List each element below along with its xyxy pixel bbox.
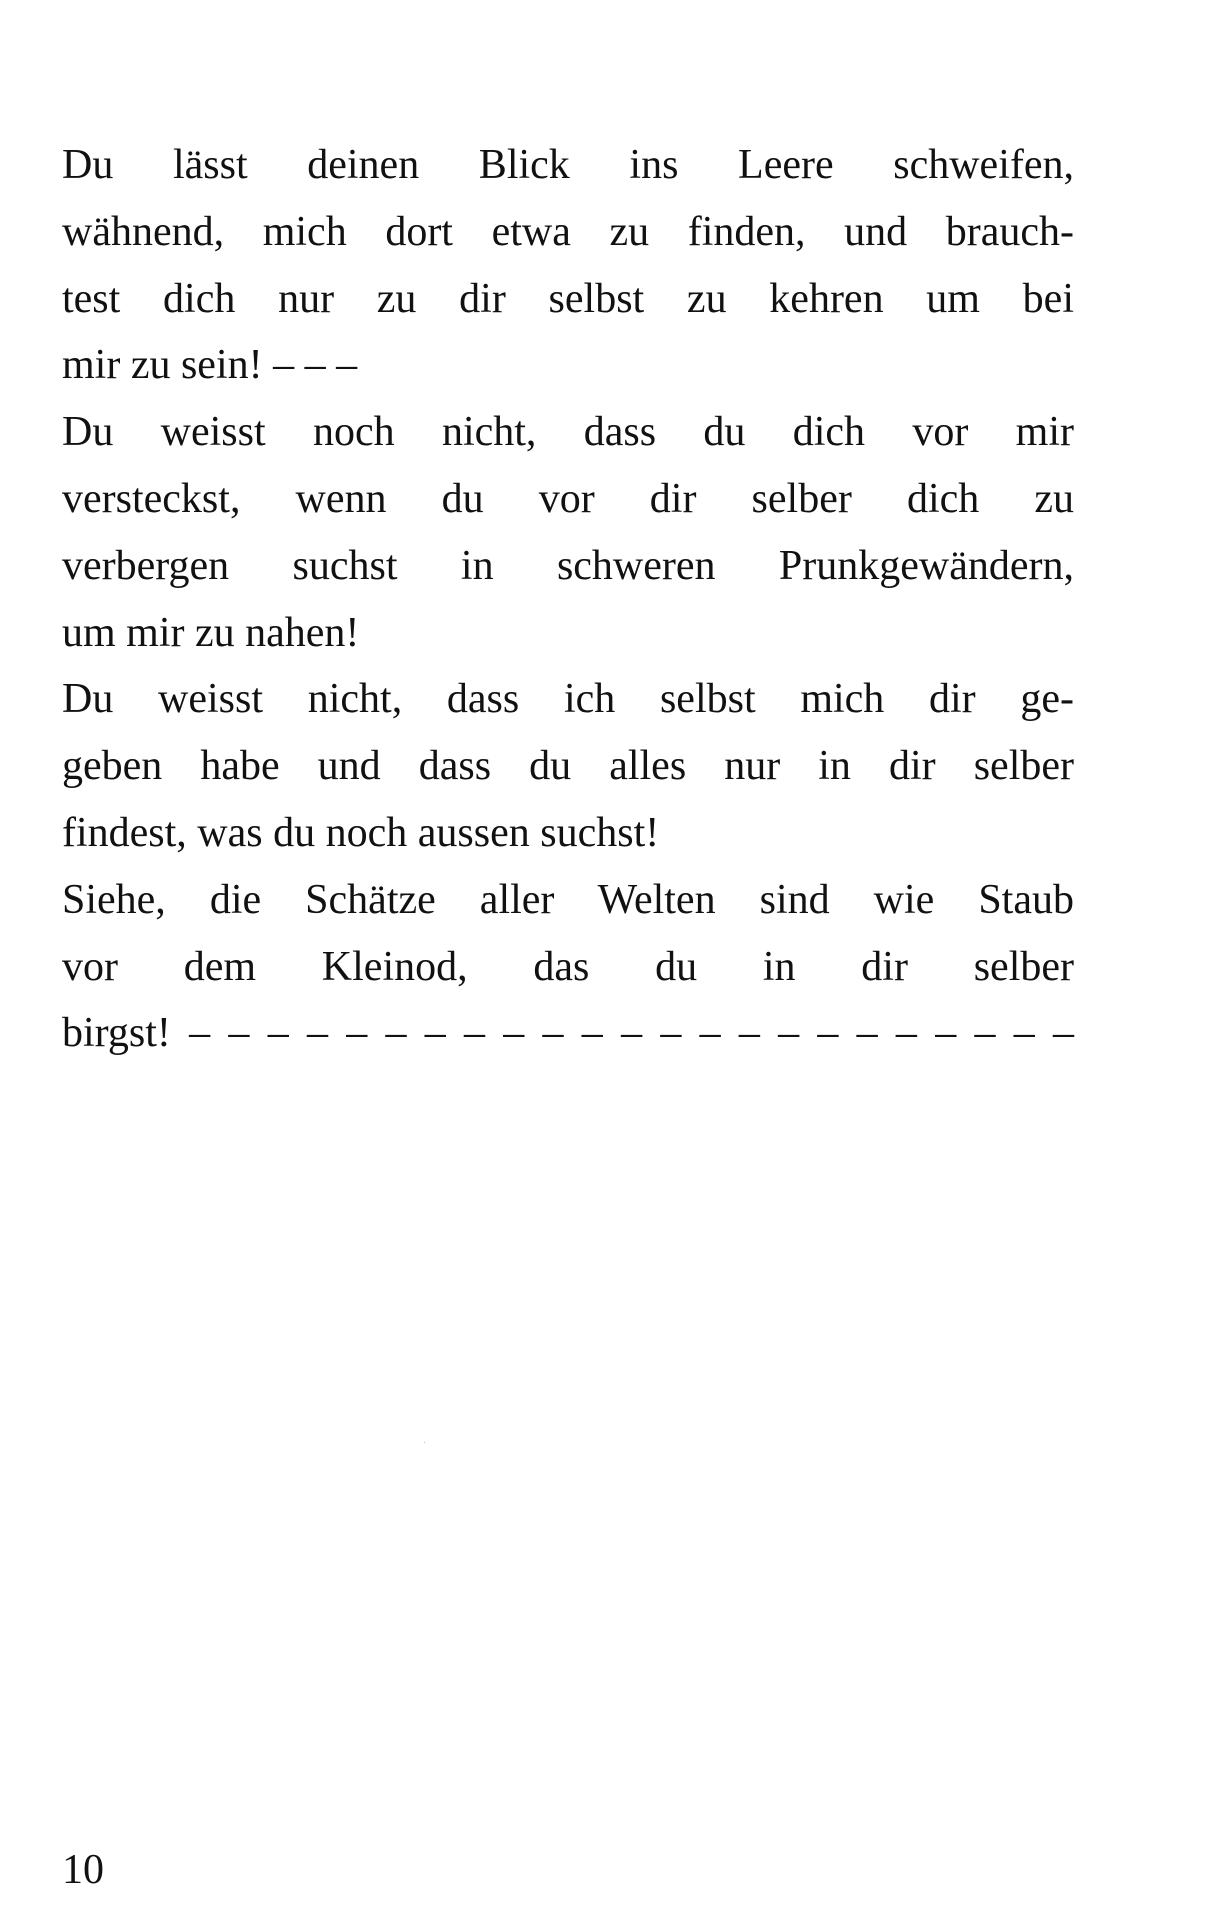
text-line: Du weisst noch nicht, dass du dich vor mir	[62, 409, 1074, 456]
text-line: versteckst, wenn du vor dir selber dich zu	[62, 475, 1074, 522]
page-number: 10	[62, 1847, 104, 1893]
text-line: vor dem Kleinod, das du in dir selber	[62, 943, 1074, 990]
text-line: verbergen suchst in schweren Prunkgewändern,	[62, 542, 1074, 589]
text-line: um mir zu nahen!	[62, 609, 360, 656]
text-line: Du weisst nicht, dass ich selbst mich dir ge-	[62, 676, 1074, 723]
text-line: birgst! – – – – – – – – – – – – – – – – – – – – – – –	[62, 1010, 1074, 1057]
text-line: wähnend, mich dort etwa zu finden, und brauch-	[62, 208, 1074, 255]
scan-speck	[424, 1442, 425, 1443]
text-line: Du lässt deinen Blick ins Leere schweifen,	[62, 142, 1074, 188]
text-line: geben habe und dass du alles nur in dir selber	[62, 743, 1074, 790]
poem-text	[62, 132, 1074, 1067]
text-line: test dich nur zu dir selbst zu kehren um bei	[62, 275, 1074, 322]
text-line: Siehe, die Schätze aller Welten sind wie Staub	[62, 876, 1074, 923]
text-line: mir zu sein! – – –	[62, 342, 358, 389]
text-line: findest, was du noch aussen suchst!	[62, 809, 660, 856]
